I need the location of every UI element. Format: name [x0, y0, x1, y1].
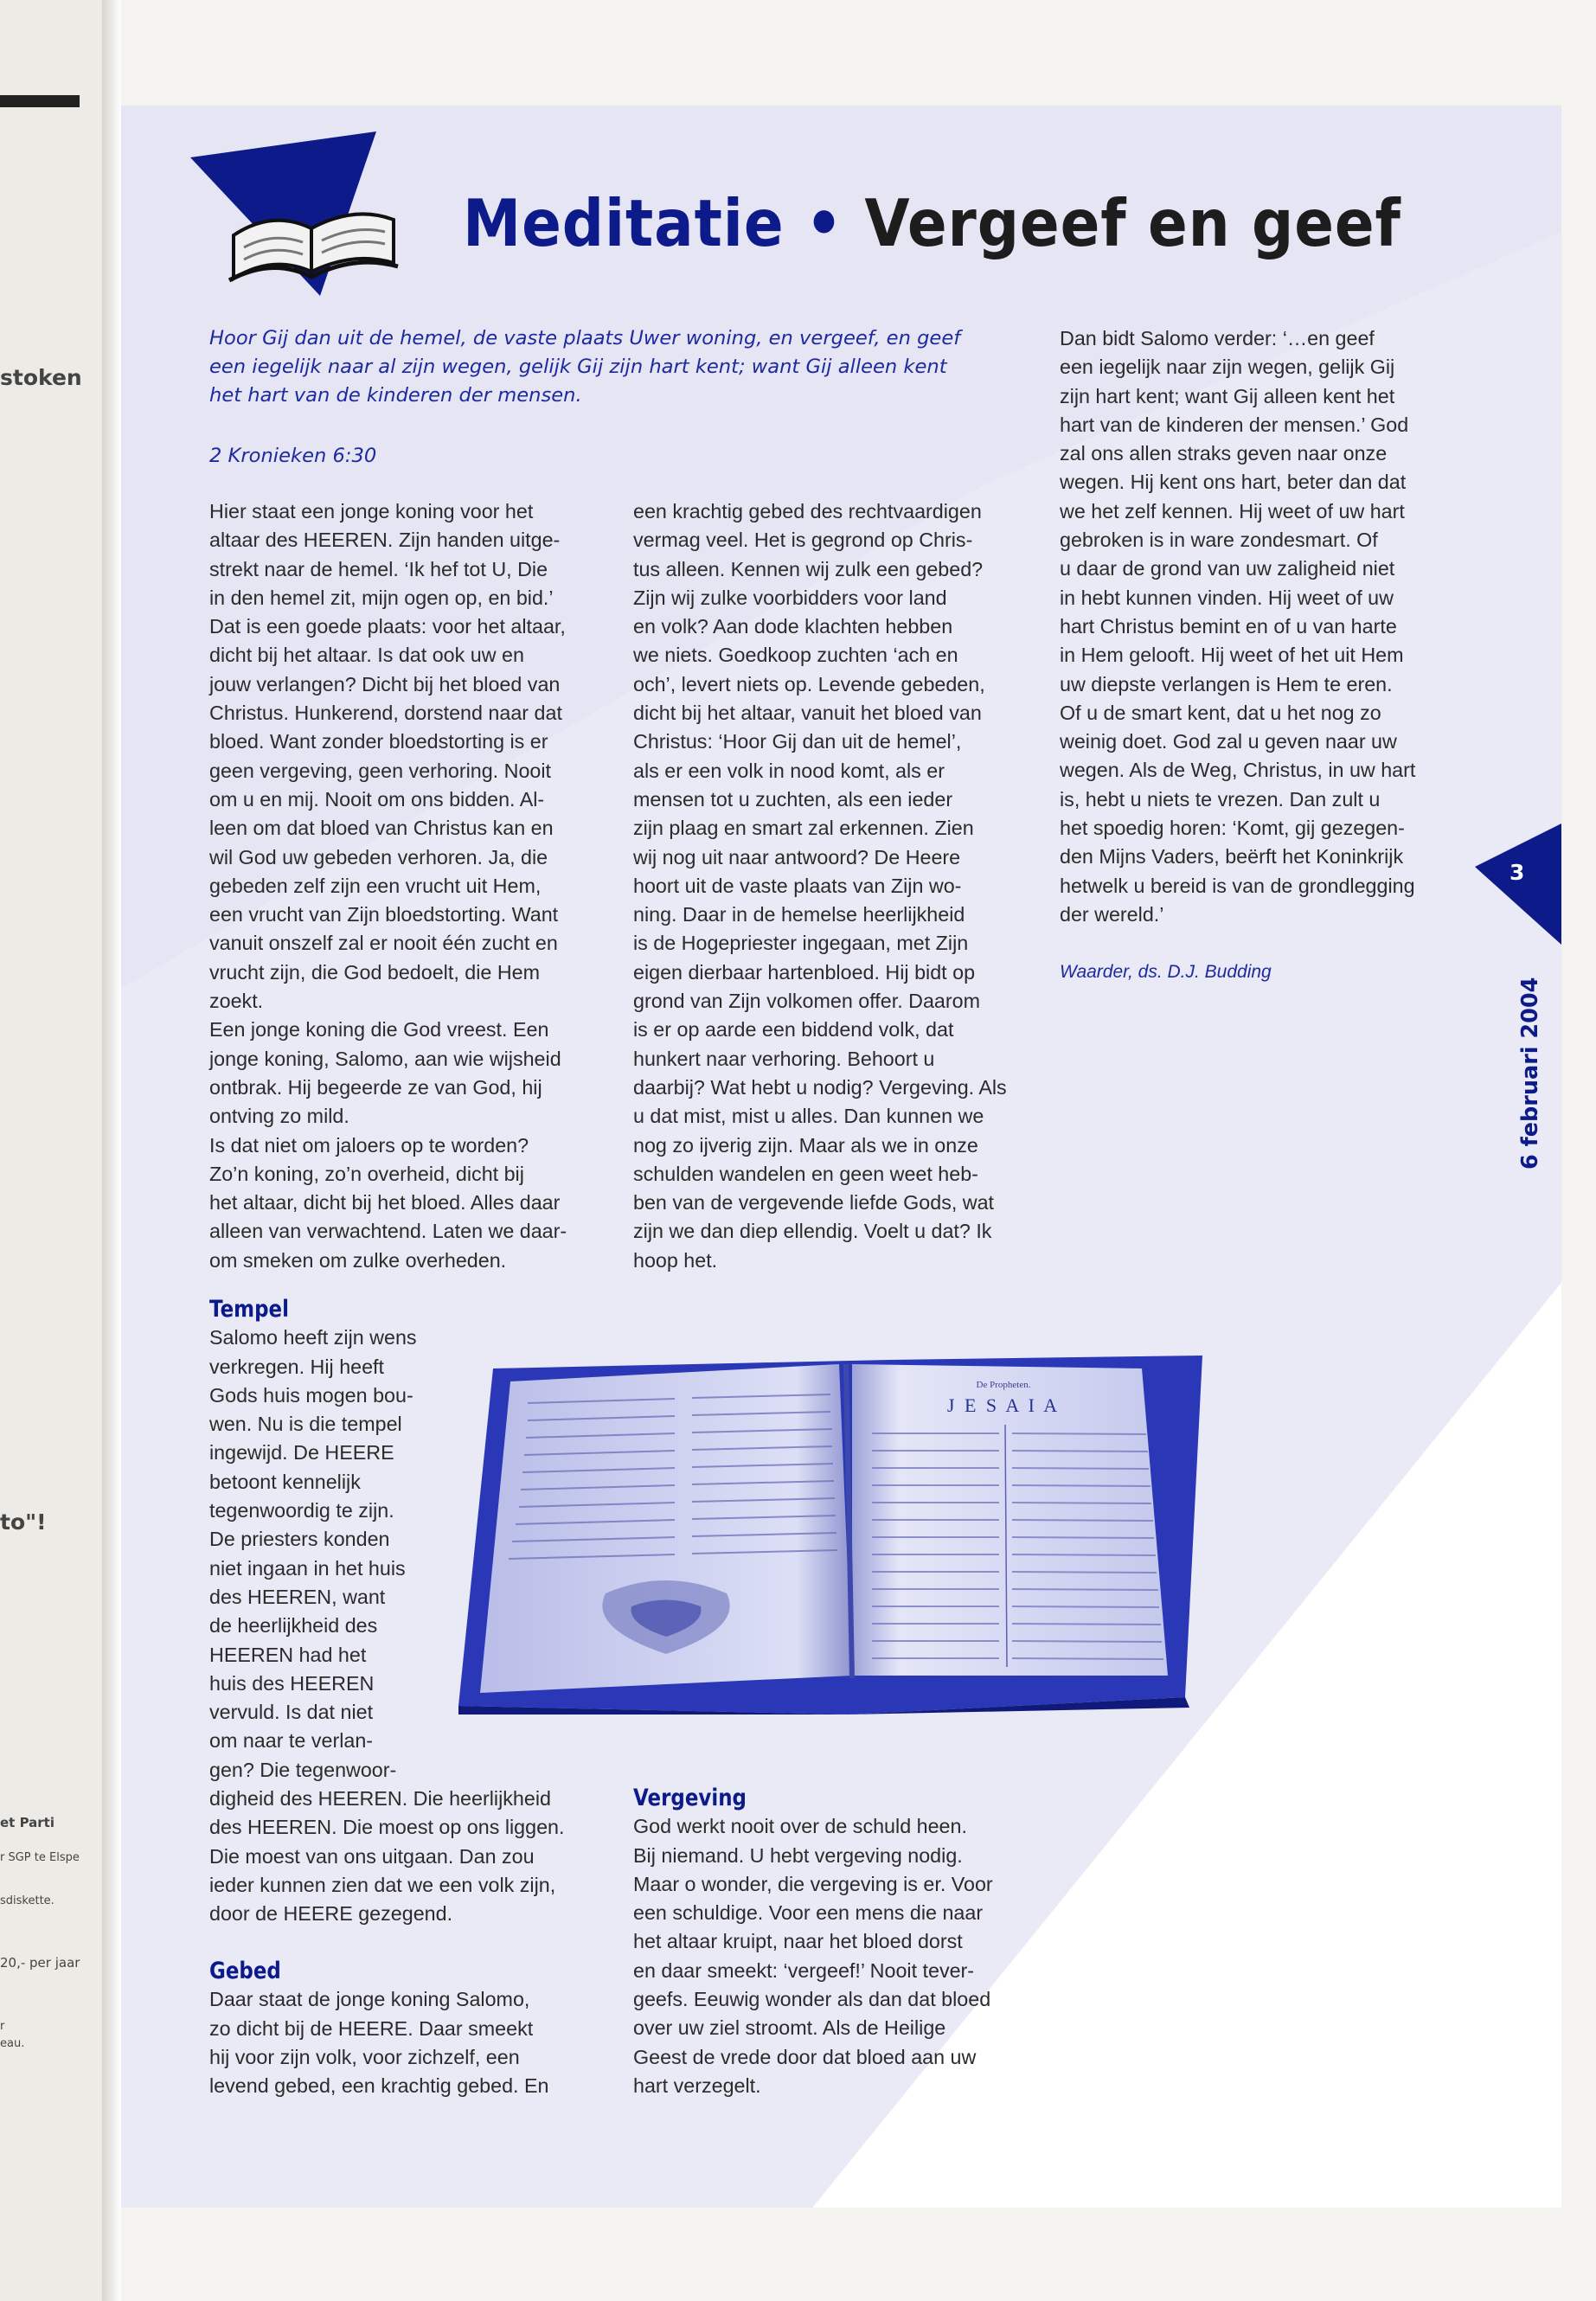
text-line: geen vergeving, geen verhoring. Nooit	[209, 759, 552, 782]
text-line: is er op aarde een biddend volk, dat	[633, 1018, 954, 1042]
scripture-quote	[209, 324, 1074, 410]
text-line: Bij niemand. U hebt vergeving nodig.	[633, 1843, 963, 1867]
text-line: daarbij? Wat hebt u nodig? Vergeving. Als	[633, 1075, 1007, 1099]
section-heading: Gebed	[209, 1958, 281, 1984]
scripture-reference: 2 Kronieken 6:30	[209, 445, 377, 467]
text-line: schulden wandelen en geen weet heb-	[633, 1162, 978, 1185]
previous-page-fragment: stoken	[0, 365, 82, 390]
text-line: zal ons allen straks geven naar onze	[1060, 442, 1388, 465]
text-line: hart Christus bemint en of u van harte	[1060, 614, 1397, 638]
text-line: hetwelk u bereid is van de grondlegging	[1060, 874, 1415, 897]
text-line: zijn hart kent; want Gij alleen kent het	[1060, 384, 1395, 407]
text-line: Salomo heeft zijn wens	[209, 1326, 417, 1349]
text-line: ontving zo mild.	[209, 1105, 349, 1128]
text-line: God werkt nooit over de schuld heen.	[633, 1815, 967, 1838]
article-column-3	[1060, 324, 1475, 929]
text-line: een schuldige. Voor een mens die naar	[633, 1901, 984, 1925]
quote-line: een iegelijk naar al zijn wegen, gelijk Gij zijn hart kent; want Gij alleen kent	[209, 356, 947, 378]
article-column-2	[633, 497, 1044, 1275]
text-line: dicht bij het altaar. Is dat ook uw en	[209, 644, 524, 667]
text-line: uw diepste verlangen is Hem te eren.	[1060, 672, 1393, 695]
text-line: och’, levert niets op. Levende gebeden,	[633, 672, 985, 695]
text-line: hart van de kinderen der mensen.’ God	[1060, 413, 1409, 436]
page-gutter	[102, 0, 121, 2301]
article-column-1	[209, 497, 616, 1275]
text-line: Daar staat de jonge koning Salomo,	[209, 1988, 530, 2011]
text-line: strekt naar de hemel. ‘Ik hef tot U, Die	[209, 557, 548, 580]
text-line: der wereld.’	[1060, 902, 1164, 926]
text-line: betoont kennelijk	[209, 1470, 361, 1493]
text-line: jouw verlangen? Dicht bij het bloed van	[209, 672, 561, 695]
text-line: om smeken om zulke overheden.	[209, 1248, 507, 1272]
text-line: De priesters konden	[209, 1528, 390, 1551]
previous-page-fragment: et Parti	[0, 1815, 54, 1830]
text-line: zijn plaag en smart zal erkennen. Zien	[633, 817, 974, 840]
text-line: hoop het.	[633, 1248, 718, 1272]
text-line: in den hemel zit, mijn ogen op, en bid.’	[209, 586, 554, 609]
text-line: wij nog uit naar antwoord? De Heere	[633, 845, 961, 868]
text-line: leen om dat bloed van Christus kan en	[209, 817, 554, 840]
text-line: tus alleen. Kennen wij zulk een gebed?	[633, 557, 984, 580]
text-line: grond van Zijn volkomen offer. Daarom	[633, 990, 980, 1013]
text-line: levend gebed, een krachtig gebed. En	[209, 2074, 549, 2098]
text-line: Gods huis mogen bou-	[209, 1383, 413, 1407]
open-book-icon	[190, 131, 450, 296]
previous-page-fragment: r	[0, 2020, 5, 2033]
text-line: is, hebt u niets te vrezen. Dan zult u	[1060, 787, 1381, 811]
text-line: wen. Nu is die tempel	[209, 1413, 402, 1436]
issue-date: 6 februari 2004	[1517, 977, 1543, 1170]
text-line: Christus. Hunkerend, dorstend naar dat	[209, 702, 562, 725]
text-line: Hier staat een jonge koning voor het	[209, 500, 534, 522]
text-line: hunkert naar verhoring. Behoort u	[633, 1047, 935, 1070]
text-line: niet ingaan in het huis	[209, 1556, 406, 1580]
text-line: Christus: ‘Hoor Gij dan uit de hemel’,	[633, 730, 962, 753]
text-line: den Mijns Vaders, beërft het Koninkrijk	[1060, 845, 1404, 868]
text-line: wegen. Hij kent ons hart, beter dan dat	[1060, 471, 1407, 494]
text-line: Is dat niet om jaloers op te worden?	[209, 1133, 529, 1157]
section-heading: Tempel	[209, 1296, 289, 1323]
text-line: door de HEERE gezegend.	[209, 1902, 453, 1926]
text-line: Zo’n koning, zo’n overheid, dicht bij	[209, 1162, 524, 1185]
title-section: Meditatie	[463, 185, 785, 261]
text-line: een vrucht van Zijn bloedstorting. Want	[209, 903, 559, 926]
previous-page-edge	[0, 0, 106, 2301]
text-line: het spoedig horen: ‘Komt, gij gezegen-	[1060, 817, 1405, 840]
section-heading: Vergeving	[633, 1785, 747, 1811]
text-line: tegenwoordig te zijn.	[209, 1499, 394, 1522]
text-line: nog zo ijverig zijn. Maar als we in onze	[633, 1133, 978, 1157]
text-line: ieder kunnen zien dat we een volk zijn,	[209, 1873, 556, 1896]
quote-line: Hoor Gij dan uit de hemel, de vaste plaats Uwer woning, en vergeef, en geef	[209, 327, 961, 349]
previous-page-rule	[0, 95, 80, 107]
text-line: jonge koning, Salomo, aan wie wijsheid	[209, 1047, 561, 1070]
previous-page-fragment: sdiskette.	[0, 1894, 54, 1907]
bible-page-header-large: J E S A I A	[946, 1394, 1061, 1416]
text-line: des HEEREN, want	[209, 1585, 386, 1608]
text-line: zoekt.	[209, 990, 264, 1013]
text-line: vanuit onszelf zal er nooit één zucht en	[209, 932, 558, 955]
text-line: Dat is een goede plaats: voor het altaar,	[209, 615, 566, 638]
text-line: in hebt kunnen vinden. Hij weet of uw	[1060, 586, 1394, 609]
text-line: is de Hogepriester ingegaan, met Zijn	[633, 932, 969, 955]
text-line: altaar des HEEREN. Zijn handen uitge-	[209, 529, 561, 552]
section-gebed	[209, 1957, 616, 2100]
text-line: gebeden zelf zijn een vrucht uit Hem,	[209, 874, 542, 897]
text-line: vrucht zijn, die God bedoelt, die Hem	[209, 960, 541, 984]
quote-line: het hart van de kinderen der mensen.	[209, 384, 582, 407]
text-line: mensen tot u zuchten, als een ieder	[633, 787, 953, 811]
text-line: ben van de vergevende liefde Gods, wat	[633, 1191, 995, 1215]
text-line: vervuld. Is dat niet	[209, 1701, 374, 1724]
previous-page-fragment: eau.	[0, 2037, 25, 2050]
text-line: over uw ziel stroomt. Als de Heilige	[633, 2016, 946, 2040]
text-line: Dan bidt Salomo verder: ‘…en geef	[1060, 327, 1375, 349]
open-bible-photo	[458, 1334, 1220, 1715]
title-subject: Vergeef en geef	[864, 185, 1401, 261]
section-vergeving	[633, 1784, 1044, 2100]
text-line: gen? Die tegenwoor-	[209, 1758, 397, 1781]
text-line: als er een volk in nood komt, als er	[633, 759, 945, 782]
text-line: het altaar, dicht bij het bloed. Alles daar	[209, 1191, 561, 1215]
text-line: de heerlijkheid des	[209, 1614, 378, 1638]
text-line: ning. Daar in de hemelse heerlijkheid	[633, 903, 965, 926]
magazine-page	[121, 106, 1561, 2208]
text-line: we niets. Goedkoop zuchten ‘ach en	[633, 644, 958, 667]
text-line: ingewijd. De HEERE	[209, 1441, 394, 1465]
previous-page-fragment: to"!	[0, 1509, 47, 1535]
text-line: alleen van verwachtend. Laten we daar-	[209, 1220, 567, 1243]
text-line: zo dicht bij de HEERE. Daar smeekt	[209, 2016, 534, 2040]
text-line: en daar smeekt: ‘vergeef!’ Nooit tever-	[633, 1958, 975, 1982]
text-line: en volk? Aan dode klachten hebben	[633, 615, 953, 638]
page-title	[463, 185, 1401, 261]
text-line: in Hem gelooft. Hij weet of het uit Hem	[1060, 644, 1404, 667]
text-line: zijn we dan diep ellendig. Voelt u dat? Ik	[633, 1220, 992, 1243]
text-line: u daar de grond van uw zaligheid niet	[1060, 557, 1395, 580]
bible-page-header-small: De Propheten.	[976, 1380, 1031, 1390]
text-line: digheid des HEEREN. Die heerlijkheid	[209, 1787, 551, 1811]
text-line: een krachtig gebed des rechtvaardigen	[633, 500, 982, 522]
text-line: Zijn wij zulke voorbidders voor land	[633, 586, 947, 609]
text-line: dicht bij het altaar, vanuit het bloed van	[633, 702, 982, 725]
text-line: bloed. Want zonder bloedstorting is er	[209, 730, 548, 753]
text-line: hij voor zijn volk, voor zichzelf, een	[209, 2045, 520, 2068]
text-line: wegen. Als de Weg, Christus, in uw hart	[1060, 759, 1416, 782]
text-line: u dat mist, mist u alles. Dan kunnen we	[633, 1105, 984, 1128]
text-line: hoort uit de vaste plaats van Zijn wo-	[633, 874, 962, 897]
text-line: weinig doet. God zal u geven naar uw	[1060, 730, 1397, 753]
text-line: een iegelijk naar zijn wegen, gelijk Gij	[1060, 356, 1395, 379]
text-line: hart verzegelt.	[633, 2073, 761, 2097]
text-line: ontbrak. Hij begeerde ze van God, hij	[209, 1075, 542, 1099]
text-line: Die moest van ons uitgaan. Dan zou	[209, 1844, 535, 1868]
text-line: des HEEREN. Die moest op ons liggen.	[209, 1816, 565, 1839]
text-line: het altaar kruipt, naar het bloed dorst	[633, 1930, 963, 1953]
author-signature: Waarder, ds. D.J. Budding	[1060, 962, 1272, 982]
text-line: Geest de vrede door dat bloed aan uw	[633, 2045, 977, 2068]
title-bullet: •	[804, 185, 843, 261]
text-line: we het zelf kennen. Hij weet of uw hart	[1060, 499, 1405, 522]
previous-page-fragment: 20,- per jaar	[0, 1955, 80, 1971]
text-line: huis des HEEREN	[209, 1671, 375, 1695]
text-line: Of u de smart kent, dat u het nog zo	[1060, 701, 1381, 724]
text-line: vermag veel. Het is gegrond op Chris-	[633, 529, 973, 552]
text-line: Maar o wonder, die vergeving is er. Voor	[633, 1872, 993, 1895]
text-line: om naar te verlan-	[209, 1729, 374, 1753]
text-line: om u en mij. Nooit om ons bidden. Al-	[209, 787, 545, 811]
text-line: HEEREN had het	[209, 1643, 367, 1666]
text-line: wil God uw gebeden verhoren. Ja, die	[209, 845, 548, 868]
previous-page-fragment: r SGP te Elspe	[0, 1851, 80, 1864]
page-number: 3	[1509, 860, 1525, 885]
text-line: Een jonge koning die God vreest. Een	[209, 1018, 549, 1042]
text-line: eigen dierbaar hartenbloed. Hij bidt op	[633, 960, 976, 984]
text-line: gebroken is in ware zondesmart. Of	[1060, 529, 1378, 552]
text-line: geefs. Eeuwig wonder als dan dat bloed	[633, 1988, 991, 2011]
text-line: verkregen. Hij heeft	[209, 1355, 385, 1378]
